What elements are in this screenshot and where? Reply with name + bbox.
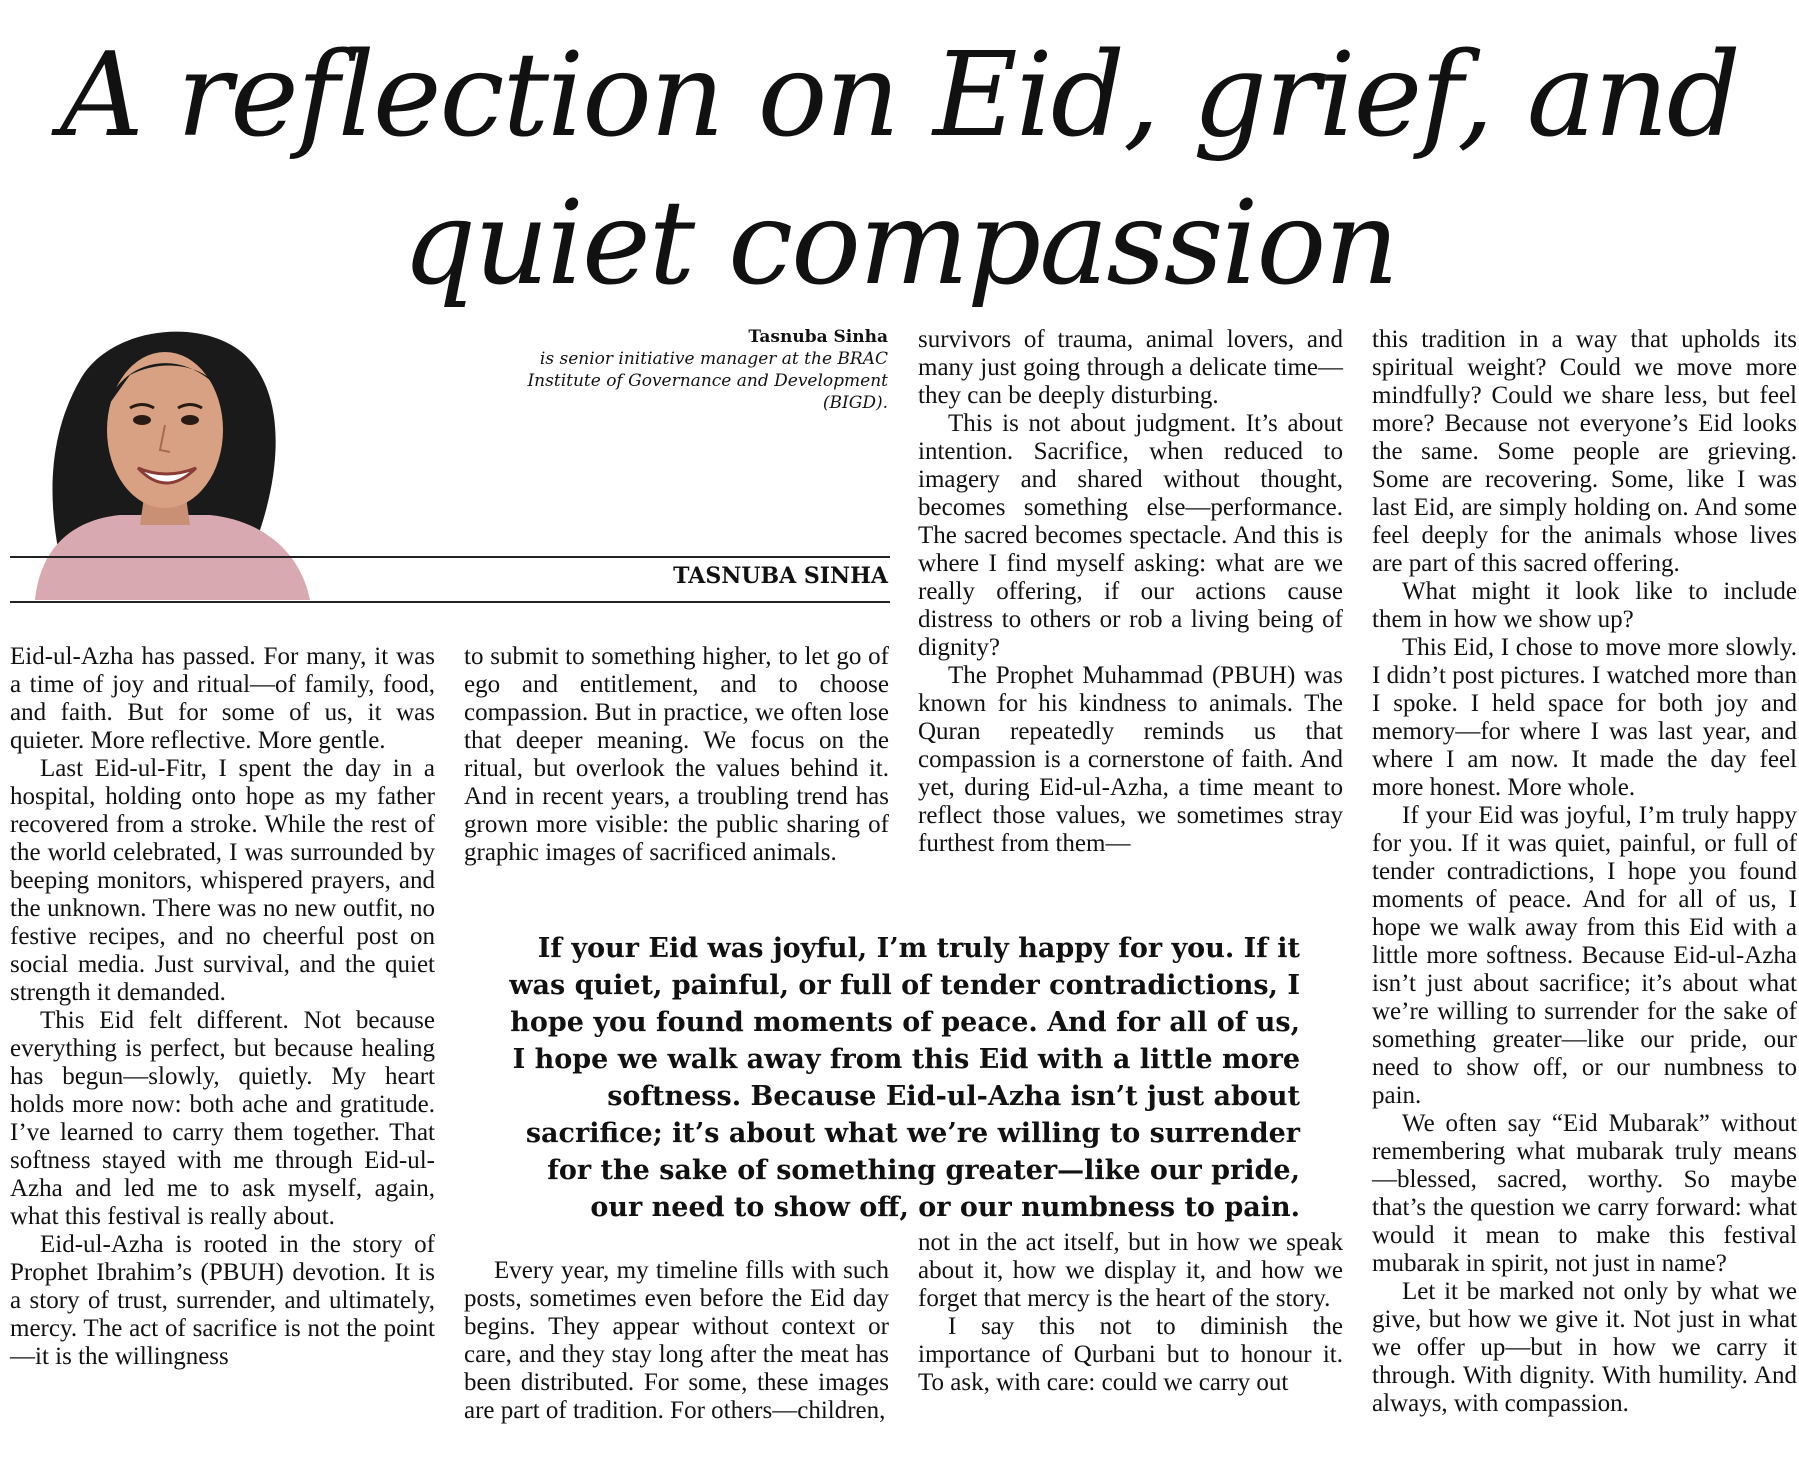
pull-quote: If your Eid was joyful, I’m truly happy for you. If it was quiet, painful, or full of tender contradictions, I hope you found moments of peace. And for all of us, I hope we walk away from this Eid with a little more softness. Because Eid-ul-Azha isn’t just about sacrifice; it’s about what we’re willing to surrender for the sake of something greater—like our pride, our need to show off, or our numbness to pain. [509,933,1300,1223]
paragraph: This is not about judgment. It’s about intention. Sacrifice, when reduced to imagery and shared without thought, becomes something else—performance. The sacred becomes spectacle. And this is where I find myself asking: what are we really offering, if our actions cause distress to others or rob a living being of dignity? [918,410,1343,661]
paragraph: Eid-ul-Azha is rooted in the story of Prophet Ibrahim’s (PBUH) devotion. It is a story of trust, surrender, and ultimately, mercy. The act of sacrifice is not the point—it is the willingness [10,1231,435,1370]
article-column-1 [10,643,435,1371]
paragraph: not in the act itself, but in how we speak about it, how we display it, and how we forget that mercy is the heart of the story. [918,1229,1343,1312]
author-note [520,326,888,414]
author-name: Tasnuba Sinha [748,327,888,347]
paragraph: This Eid felt different. Not because everything is perfect, but because healing has begun—slowly, quietly. My heart holds more now: both ache and gratitude. I’ve learned to carry them together. That softness stayed with me through Eid-ul-Azha and led me to ask myself, again, what this festival is really about. [10,1007,435,1230]
article-column-4 [1372,326,1797,1418]
paragraph: Every year, my timeline fills with such posts, sometimes even before the Eid day begins. They appear without context or care, and they stay long after the meat has been distributed. For some, these images are part of tradition. For others—children, [464,1257,889,1424]
paragraph: The Prophet Muhammad (PBUH) was known for his kindness to animals. The Quran repeatedly reminds us that compassion is a cornerstone of faith. And yet, during Eid-ul-Azha, a time meant to reflect those values, we sometimes stray furthest from them— [918,662,1343,857]
paragraph: Let it be marked not only by what we give, but how we give it. Not just in what we offer up—but in how we carry it through. With dignity. With humility. And always, with compassion. [1372,1278,1797,1417]
paragraph: survivors of trauma, animal lovers, and many just going through a delicate time—they can be deeply disturbing. [918,326,1343,409]
byline-rule [10,556,890,558]
paragraph: this tradition in a way that upholds its spiritual weight? Could we move more mindfully? Could we share less, but feel more? Because not everyone’s Eid looks the same. Some people are grieving. Some are recovering. Some, like I was last Eid, are simply holding on. And some feel deeply for the animals whose lives are part of this sacred offering. [1372,326,1797,577]
headline-line-1: A reflection on Eid, grief, and [60,28,1739,163]
article-column-3-bottom [918,1229,1343,1397]
author-portrait [10,300,350,600]
paragraph: to submit to something higher, to let go of ego and entitlement, and to choose compassion. But in practice, we often lose that deeper meaning. We focus on the ritual, but overlook the values behind it. And in recent years, a troubling trend has grown more visible: the public sharing of graphic images of sacrificed animals. [464,643,889,866]
paragraph: We often say “Eid Mubarak” without remembering what mubarak truly means—blessed, sacred, worthy. So maybe that’s the question we carry forward: what would it mean to make this festival mubarak in spirit, not just in name? [1372,1110,1797,1277]
byline: TASNUBA SINHA [673,563,888,589]
paragraph: If your Eid was joyful, I’m truly happy for you. If it was quiet, painful, or full of tender contradictions, I hope you found moments of peace. And for all of us, I hope we walk away from this Eid with a little more softness. Because Eid-ul-Azha isn’t just about sacrifice; it’s about what we’re willing to surrender for the sake of something greater—like our pride, our need to show off, or our numbness to pain. [1372,802,1797,1109]
paragraph: Eid-ul-Azha has passed. For many, it was a time of joy and ritual—of family, food, and faith. But for some of us, it was quieter. More reflective. More gentle. [10,643,435,754]
article-column-3 [918,326,1343,858]
headline [0,22,1799,318]
article-column-2 [464,643,889,867]
section-divider [10,601,890,603]
paragraph: I say this not to diminish the importance of Qurbani but to honour it. To ask, with care: could we carry out [918,1313,1343,1396]
paragraph: This Eid, I chose to move more slowly. I didn’t post pictures. I watched more than I spoke. I held space for both joy and memory—for where I was last year, and where I am now. It made the day feel more honest. More whole. [1372,634,1797,801]
author-bio: is senior initiative manager at the BRAC Institute of Governance and Development (BIGD). [527,349,888,413]
paragraph: What might it look like to include them in how we show up? [1372,578,1797,633]
headline-line-2: quiet compassion [401,176,1398,311]
paragraph: Last Eid-ul-Fitr, I spent the day in a hospital, holding onto hope as my father recovered from a stroke. While the rest of the world celebrated, I was surrounded by beeping monitors, whispered prayers, and the unknown. There was no new outfit, no festive recipes, and no cheerful post on social media. Just survival, and the quiet strength it demanded. [10,755,435,1006]
article-column-2-bottom [464,1257,889,1425]
